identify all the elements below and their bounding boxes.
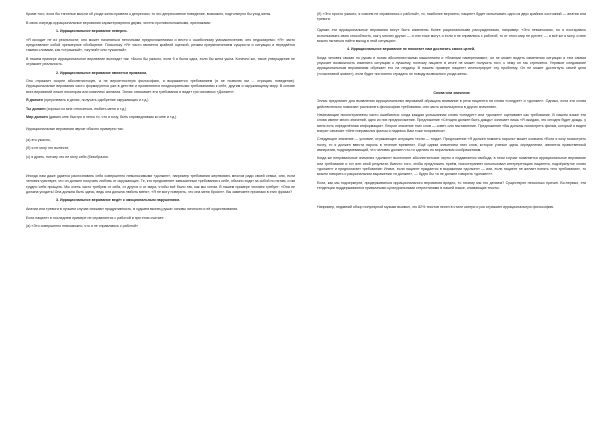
text: Оно отражает скорее абсолютистскую, а не вероятностную философию, и выражается требованием (я не позволю им ... отрицать поведение). Иррациональные верования часто формируются уже в детстве и проявляются неоднократными требованиями к себе, другим и окружающему миру. В основе всех верований лежит некоторая или комплекс желания. Эллис описывает эти требования и видит три основных «Должен»: — [26, 79, 295, 94]
text: (а) это ужасно, — [26, 137, 51, 142]
text: Апатии или тревоги в лучшем случае снижают продуктивность, в худшем вконец рушат основы личности и её существования. — [26, 206, 239, 211]
bold-term: Ты должен — [26, 106, 46, 111]
paragraph — [317, 56, 586, 77]
paragraph — [26, 98, 295, 103]
text: 1. Иррациональное верование неверно. — [56, 29, 128, 34]
text: Эллис предлагает для выявления иррациональных верований обращать внимание в речи пациента на слова «следует» и «должен». Однако, если эти слова действительно помогают распознать философию требования, они часто используются в других значениях. — [317, 99, 586, 109]
text: Начинающие психотерапевты часто ошибаются: когда каждая услышанная слово «следует» или «должен» оценивают как требование. В нашем языке эти слова имеют много значений, одно из них предположение. Предложение «Сегодня должен быть дождь» означает лишь «Я ожидаю, что сегодня будет дождь, у меня есть определённая информация». Второе значение этих слов — совет, или наставление. Предложение «Вы должны посмотреть фильм, который я видел вчера» означает «Мне понравился фильм и надеюсь Вам тоже понравится». — [317, 113, 586, 133]
text: (а) «Это совершенно невозможно, что я не справляюсь с работой» — [26, 224, 139, 229]
paragraph — [317, 28, 586, 44]
text: Иногда нам даже удается распознавать себя совершенно невыносимыми «должен», например требования жертвовать многим ради своей семьи, или, если человек чувствует, что он должен получать любовь от окружающих. Те, кто предъявляет завышенные требования к себе, обычно ходят за собой по пятам, и им трудно себя прощать. Мы очень часто требуем от себя, от других и от мира, чтобы всё было так, как мы хотим. В нашем примере человек требует: «Она не должна уходить! Она должна быть здесь, ведь она должна любить меня», «Я не могу поверить, что она меня бросит». Вы замечаете признаки в этих фразах? — [26, 174, 295, 194]
paragraph — [317, 137, 586, 153]
section-heading — [317, 47, 586, 52]
paragraph — [317, 12, 586, 22]
list-item — [26, 224, 295, 229]
text: В свою очередь иррациональные верования характеризуются двумя, честно противоположными, признаками: — [26, 20, 211, 25]
text: В нашем примере иррациональное верование выглядит так: «Было бы ужасно, если б я была одна, если бы жена ушла. Конечно же, такое утверждение не отражает реальность. — [26, 56, 295, 66]
paragraph — [317, 99, 586, 109]
text: Однако эти иррациональные верования могут быть изменены более рациональными рассуждениями, например: «Это невыносимо, но я постараюсь использовать свою способность, как у многих других — и они тоже могут, и если я не справлюсь с работой, то от этого мир не рухнет; — и всё же я могу, и мне можно пытаться найти выход в этой ситуации». — [317, 28, 586, 43]
paragraph — [26, 12, 295, 17]
paragraph — [26, 207, 295, 212]
paragraph — [26, 21, 295, 26]
left-column — [26, 12, 295, 418]
text: (б) я не могу это вынести, — [26, 146, 70, 151]
paragraph — [317, 205, 586, 210]
section-heading — [26, 29, 295, 34]
text: «Я исходит не из реальности; оно может начинаться неточными предположениями и вести к ошибочному умозаключению; оно недоказуемо; «Я» часто представляет собой чрезмерное обобщение. Поскольку «Я» часто является крайней оценкой, резким преувеличением сущности и ситуации и передаётся такими словами, как «страшный», «жуткий» или «ужасный». — [26, 37, 295, 53]
paragraph — [26, 79, 295, 95]
paragraph — [26, 216, 295, 221]
bold-term: Мир должен — [26, 115, 48, 120]
paragraph — [26, 107, 295, 112]
list-item — [26, 155, 295, 160]
paragraph — [26, 38, 295, 54]
paragraph — [26, 174, 295, 195]
text: (преуспевать в делах, получать одобрение окружающих и т.д.) — [42, 98, 149, 103]
text: (с) я дрянь, потому что не могу себя (безобразно. — [26, 154, 109, 159]
paragraph — [26, 127, 295, 132]
list-item — [26, 138, 295, 143]
right-column — [317, 12, 586, 418]
text: (б) «Это просто ужасно, я совсем не справляюсь с работой», то, наиболее вероятно, пациент будет испытывать одно из двух крайних состояний — апатии или тревоги. — [317, 12, 586, 22]
list-item — [26, 146, 295, 151]
paragraph — [26, 57, 295, 67]
paragraph — [317, 113, 586, 134]
paragraph — [317, 156, 586, 177]
text: (давать мне быстро и легко то, что я хочу, быть справедливым ко мне и т.д.) — [47, 115, 177, 120]
text: 4. Иррациональное верование не помогает нам достигать своих целей. — [347, 47, 476, 52]
paragraph — [26, 115, 295, 120]
section-heading — [26, 198, 295, 203]
text: Например, недавний обзор популярной музыки выявил, что 82% текстов песен в стиле кантри и рок отражают иррациональную философию. — [317, 205, 555, 210]
text: Слова или значения — [433, 90, 470, 95]
paragraph — [317, 181, 586, 191]
text: Иррациональные верования звучат обычно примерно так: — [26, 126, 124, 131]
text: Когда человек связан по рукам и ногам абсолютистскими мышлением и «благими намерениями», он не может видеть изменения ситуации и тем самым упускает возможность изменить ситуацию к лучшему, поэтому пациент в итоге не может получить того, к чему он так стремится. Упрямое следование иррациональным верованиям обрекает его на неудачу. В нашем примере пациент иллюстрирует эту проблему. Он не может достигнуть своей цели («счастливой жизни»), если будет постоянно страдать по поводу возможного ухода жены. — [317, 56, 586, 76]
section-heading — [317, 91, 586, 96]
text: Если пациент в последнем примере не справляется с работой и при этом считает: — [26, 215, 165, 220]
text: Следующее значение — условие, отражающее ситуацию «если — тогда». Предложение «Я должен помнить пароль» может означать «Если я хочу посмотреть почту, то я должен ввести пароль в течение времени». Ещё одним значением этих слов, которое ученые здесь определение, является нравственный императив, подразумевающий, что человек должен что-то сделать по моральным соображениям. — [317, 137, 586, 152]
section-heading — [26, 71, 295, 76]
bold-term: Я должен — [26, 98, 43, 103]
text: Если, как мы подчеркнули, придерживаться иррационального верования вредно, то почему мы это делаем? Существуют несколько причин. Во-первых, эти тенденции поддерживаются привычными культуральными стереотипами в нашей языке, снимающих тексты. — [317, 180, 586, 190]
text: Когда же неправильные значения «должен» вытесняют абсолютистские черты и подавляется свобода, в этом случае появляется иррациональное верование или требование и тот или иной результат. Вместо того, чтобы предложить приём, психотерапевт использовал интерпретацию пациента, подчёркнутое слово «должен» и предполагает требование: Иначе, если пациент нуждается в выражении «должен» — или, если пациент не желает понять «его требования», то можно говорить о рациональном выражении «я должен», — будто бы «я не должен говорить «должен»». — [317, 156, 586, 177]
text: 2. Иррациональное верование является приказом. — [56, 70, 148, 75]
text: 3. Иррациональное верование ведёт к эмоциональным нарушениям. — [56, 198, 181, 203]
text: Кроме того, если бы тяготные мысли об уходе жены привели к депрессии, то это депрессивное поведение, возможно, подтолкнуло бы уход жены. — [26, 12, 272, 16]
text: (хорошо ко мне относиться, любить меня и т.д.) — [45, 106, 127, 111]
